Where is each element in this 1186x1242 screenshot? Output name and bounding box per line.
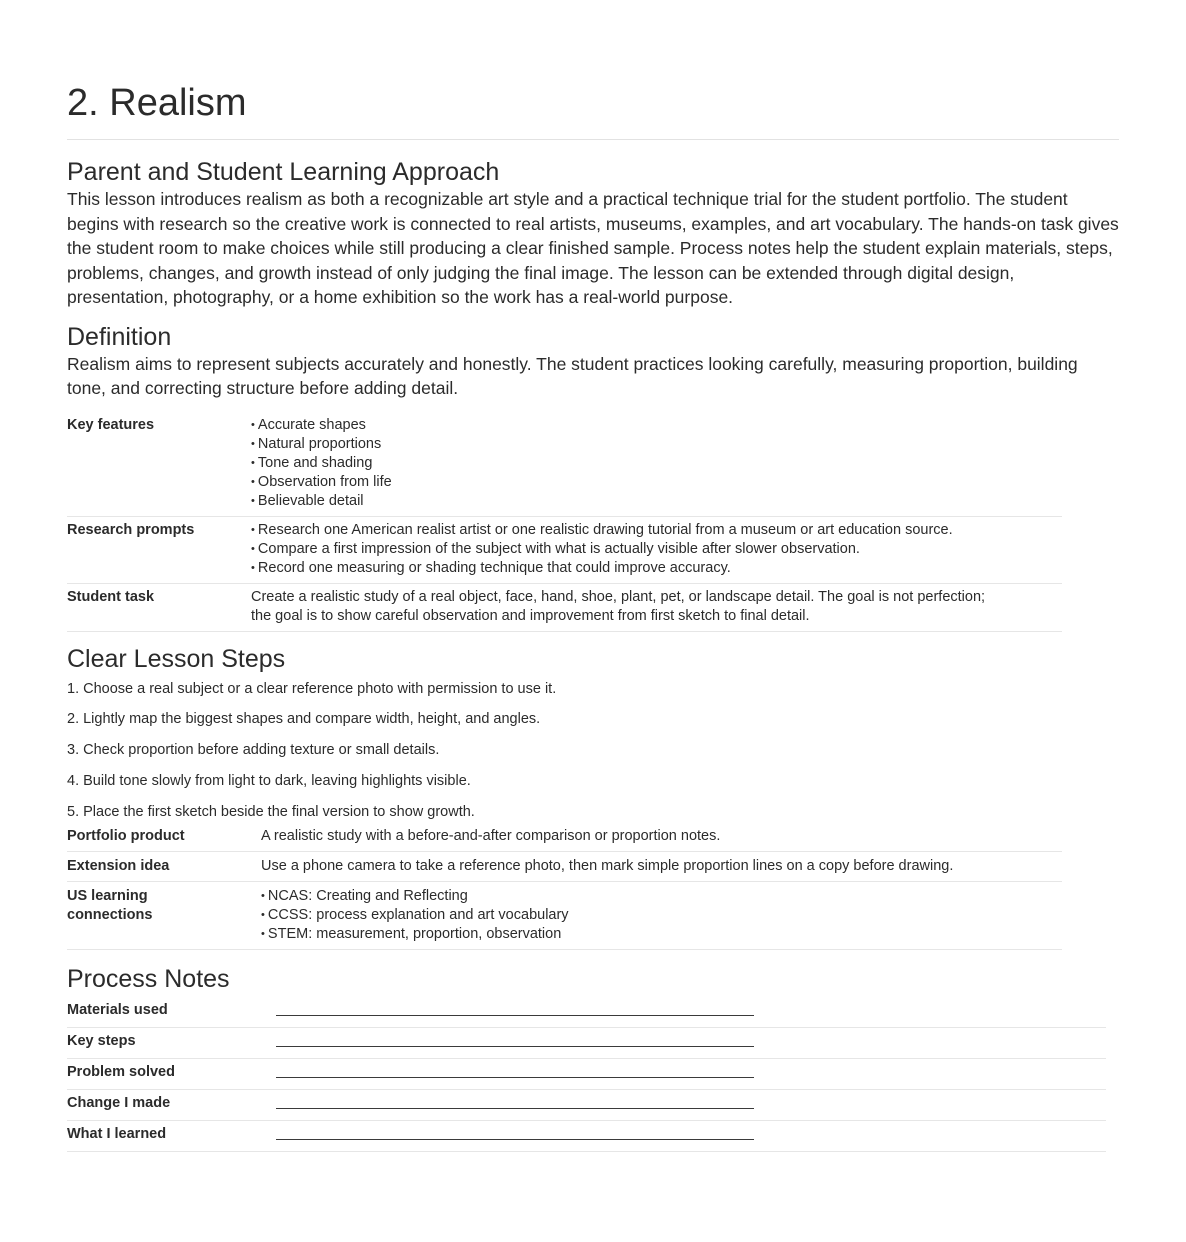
write-in-line[interactable] bbox=[276, 1063, 754, 1078]
row-label-portfolio-product: Portfolio product bbox=[67, 822, 261, 852]
process-notes-table bbox=[67, 997, 1106, 1152]
lesson-steps-list bbox=[67, 680, 1119, 822]
title-divider bbox=[67, 139, 1119, 140]
notes-label-key-steps: Key steps bbox=[67, 1027, 276, 1058]
write-in-line[interactable] bbox=[276, 1094, 754, 1109]
list-item: • NCAS: Creating and Reflecting bbox=[261, 887, 1062, 906]
notes-label-problem-solved: Problem solved bbox=[67, 1058, 276, 1089]
step-item: 1. Choose a real subject or a clear reference photo with permission to use it. bbox=[67, 680, 557, 697]
write-in-line[interactable] bbox=[276, 1032, 754, 1047]
list-item: • Tone and shading bbox=[251, 454, 1062, 473]
row-label-us-learning-connections bbox=[67, 881, 261, 949]
table-row bbox=[67, 412, 1062, 517]
row-label-key-features: Key features bbox=[67, 412, 251, 517]
notes-cell bbox=[276, 1058, 1106, 1089]
steps-heading: Clear Lesson Steps bbox=[67, 644, 286, 673]
list-item: • CCSS: process explanation and art vocabulary bbox=[261, 906, 1062, 925]
list-item: • Believable detail bbox=[251, 492, 1062, 511]
notes-cell bbox=[276, 1120, 1106, 1151]
approach-paragraph: This lesson introduces realism as both a recognizable art style and a practical technique trial for the student portfolio. The student begins with research so the creative work is connected to real artists, museums, examples, and art vocabulary. The hands-on task gives the student room to make choices while still producing a clear finished sample. Process notes help the student explain materials, steps, problems, changes, and growth instead of only judging the final image. The lesson can be extended through digital design, presentation, photography, or a home exhibition so the work has a real-world purpose. bbox=[67, 189, 1119, 307]
table-row bbox=[67, 1089, 1106, 1120]
student-task-line: the goal is to show careful observation and improvement from first sketch to final detail. bbox=[251, 607, 810, 624]
notes-cell bbox=[276, 1089, 1106, 1120]
table-row bbox=[67, 881, 1062, 949]
list-item: • Observation from life bbox=[251, 473, 1062, 492]
step-item: 5. Place the first sketch beside the final version to show growth. bbox=[67, 803, 475, 820]
student-task-text bbox=[251, 583, 1062, 631]
table-row bbox=[67, 516, 1062, 583]
row-label-student-task: Student task bbox=[67, 583, 251, 631]
notes-cell bbox=[276, 1027, 1106, 1058]
write-in-line[interactable] bbox=[276, 1001, 754, 1016]
table-row bbox=[67, 1027, 1106, 1058]
definition-heading: Definition bbox=[67, 322, 172, 351]
definition-paragraph: Realism aims to represent subjects accurately and honestly. The student practices looking carefully, measuring proportion, building tone, and correcting structure before adding detail. bbox=[67, 353, 1078, 398]
table-row bbox=[67, 851, 1062, 881]
write-in-line[interactable] bbox=[276, 1125, 754, 1140]
key-features-list bbox=[251, 412, 1062, 517]
row-label-extension-idea: Extension idea bbox=[67, 851, 261, 881]
extension-idea-text: Use a phone camera to take a reference photo, then mark simple proportion lines on a copy before drawing. bbox=[261, 851, 1062, 881]
label-line: connections bbox=[67, 906, 153, 923]
step-item: 3. Check proportion before adding texture or small details. bbox=[67, 742, 440, 759]
notes-label-materials-used: Materials used bbox=[67, 997, 276, 1028]
steps-table bbox=[67, 822, 1062, 950]
row-label-research-prompts: Research prompts bbox=[67, 516, 251, 583]
notes-cell bbox=[276, 997, 1106, 1028]
table-row bbox=[67, 822, 1062, 852]
learning-connections-list bbox=[261, 881, 1062, 949]
step-item: 2. Lightly map the biggest shapes and compare width, height, and angles. bbox=[67, 711, 541, 728]
approach-heading: Parent and Student Learning Approach bbox=[67, 158, 500, 186]
student-task-line: Create a realistic study of a real object, face, hand, shoe, plant, pet, or landscape detail. The goal is not perfection; bbox=[251, 588, 986, 605]
list-item: • Natural proportions bbox=[251, 435, 1062, 454]
portfolio-product-text: A realistic study with a before-and-after comparison or proportion notes. bbox=[261, 822, 1062, 852]
list-item: • Accurate shapes bbox=[251, 416, 1062, 435]
list-item: • Record one measuring or shading technique that could improve accuracy. bbox=[251, 559, 1062, 578]
list-item: • Compare a first impression of the subject with what is actually visible after slower observation. bbox=[251, 540, 1062, 559]
table-row bbox=[67, 1120, 1106, 1151]
notes-label-what-i-learned: What I learned bbox=[67, 1120, 276, 1151]
table-row bbox=[67, 583, 1062, 631]
page-title: 2. Realism bbox=[67, 82, 247, 124]
research-prompts-list bbox=[251, 516, 1062, 583]
process-notes-heading: Process Notes bbox=[67, 964, 230, 993]
list-item: • Research one American realist artist or one realistic drawing tutorial from a museum or art education source. bbox=[251, 521, 1062, 540]
table-row bbox=[67, 997, 1106, 1028]
list-item: • STEM: measurement, proportion, observation bbox=[261, 925, 1062, 944]
step-item: 4. Build tone slowly from light to dark, leaving highlights visible. bbox=[67, 772, 471, 789]
label-line: US learning bbox=[67, 887, 148, 904]
table-row bbox=[67, 1058, 1106, 1089]
notes-label-change-i-made: Change I made bbox=[67, 1089, 276, 1120]
definition-table bbox=[67, 412, 1062, 632]
